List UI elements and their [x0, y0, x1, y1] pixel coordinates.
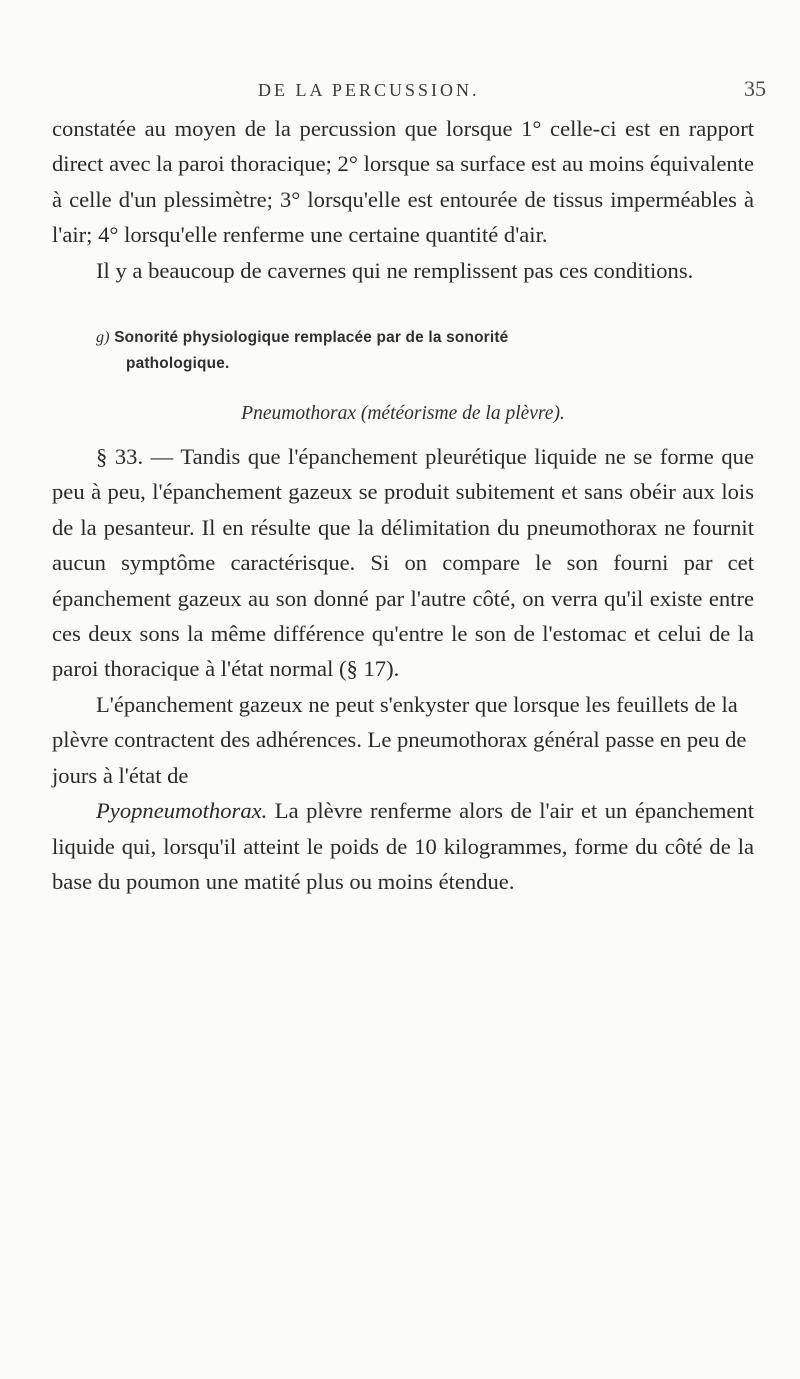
section-heading [52, 325, 754, 377]
paragraph-section-33: § 33. — Tandis que l'épanchement pleurétique liquide ne se forme que peu à peu, l'épanchement gazeux se produit subitement et sans obéir aux lois de la pesanteur. Il en résulte que la délimitation du pneumothorax ne fournit aucun symptôme caractérisque. Si on compare le son fourni par cet épanchement gazeux au son donné par l'autre côté, on verra qu'il existe entre ces deux sons la même différence qu'entre le son de l'estomac et celui de la paroi thoracique à l'état normal (§ 17). [52, 444, 754, 682]
paragraph-enkyster: L'épanchement gazeux ne peut s'enkyster que lorsque les feuillets de la plèvre contractent des adhérences. Le pneumothorax général passe en peu de jours à l'état de [52, 691, 747, 788]
paragraph-pyopneumothorax-text: La plèvre renferme alors de l'air et un épanchement liquide qui, lorsqu'il atteint le poids de 10 kilogrammes, forme du côté de la base du poumon une matité plus ou moins étendue. [52, 798, 755, 894]
running-head [0, 76, 800, 106]
paragraph-pyopneumothorax [52, 793, 754, 899]
text-block [52, 111, 754, 899]
paragraph-cavernes: Il y a beaucoup de cavernes qui ne remplissent pas ces conditions. [96, 257, 694, 283]
term-pyopneumothorax: Pyopneumothorax. [96, 798, 268, 824]
page-number: 35 [744, 76, 766, 101]
section-marker: g) [96, 329, 110, 347]
subheading-pneumothorax: Pneumothorax (météorisme de la plèvre). [241, 403, 565, 425]
section-heading-line1: Sonorité physiologique remplacée par de la sonorité [114, 329, 509, 347]
section-heading-line2: pathologique. [126, 355, 230, 373]
paragraph-continuation: constatée au moyen de la percussion que lorsque 1° celle-ci est en rapport direct avec la paroi thoracique; 2° lorsque sa surface est au moins équivalente à celle d'un plessimètre; 3° lorsqu'elle est entourée de tissus imperméables à l'air; 4° lorsqu'elle renferme une certaine quantité d'air. [52, 116, 754, 248]
running-title: DE LA PERCUSSION. [258, 80, 480, 100]
